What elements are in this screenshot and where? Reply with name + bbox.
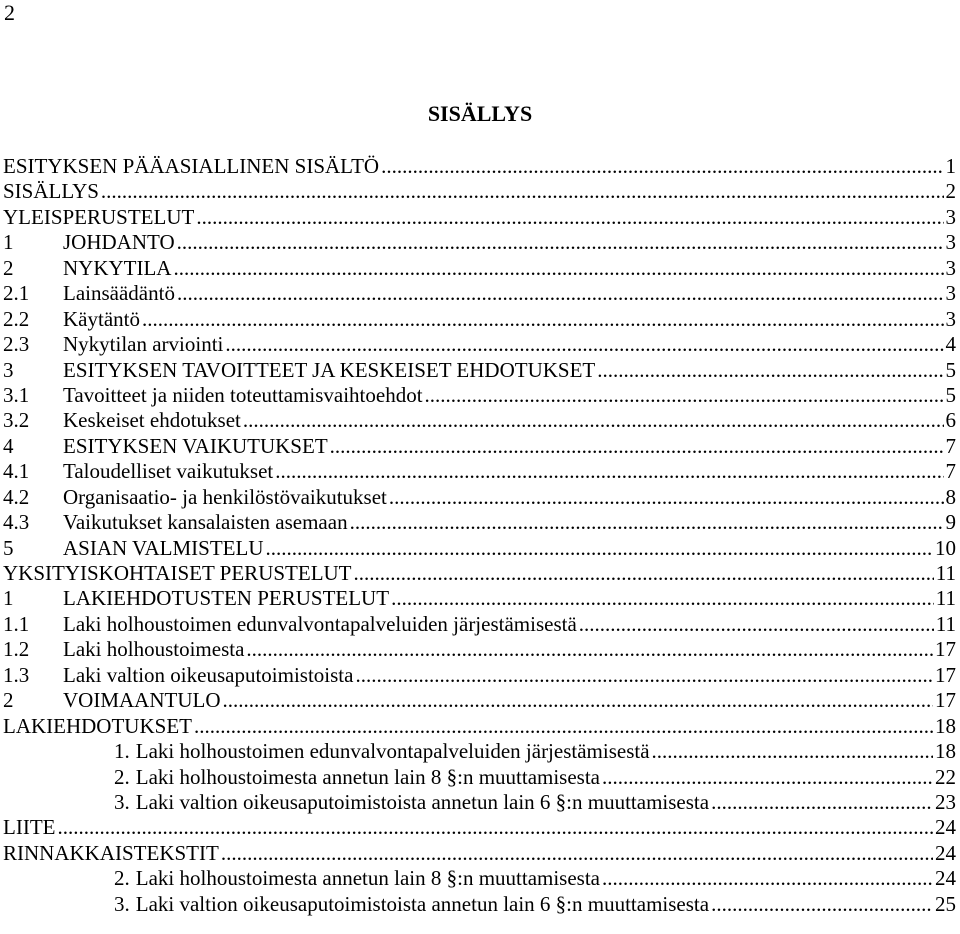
toc-entry-title: YLEISPERUSTELUT bbox=[3, 204, 195, 229]
dot-leader bbox=[196, 205, 943, 230]
toc-entry[interactable] bbox=[3, 612, 956, 637]
dot-leader bbox=[355, 663, 933, 688]
toc-entry-title: LIITE bbox=[3, 815, 56, 840]
toc-entry[interactable] bbox=[3, 866, 956, 891]
toc-entry-page: 6 bbox=[945, 408, 956, 433]
toc-entry[interactable] bbox=[3, 510, 956, 535]
dot-leader bbox=[711, 892, 933, 917]
toc-entry[interactable] bbox=[3, 536, 956, 561]
toc-entry[interactable] bbox=[3, 281, 956, 306]
dot-leader bbox=[381, 154, 943, 179]
toc-entry-page: 25 bbox=[935, 891, 956, 916]
toc-entry-title: Organisaatio- ja henkilöstövaikutukset bbox=[63, 484, 387, 509]
toc-entry-title: LAKIEHDOTUSTEN PERUSTELUT bbox=[63, 586, 390, 611]
toc-entry-number: 2. bbox=[114, 866, 130, 891]
toc-entry-title: ESITYKSEN PÄÄASIALLINEN SISÄLTÖ bbox=[3, 154, 380, 178]
toc-entry[interactable] bbox=[3, 892, 956, 917]
toc-entry-number: 1. bbox=[114, 739, 130, 764]
toc-entry[interactable] bbox=[3, 434, 956, 459]
toc-entry-number: 3.2 bbox=[3, 408, 30, 433]
toc-entry-title: Laki holhoustoimen edunvalvontapalveluiden järjestämisestä bbox=[63, 611, 577, 636]
toc-entry-title: Laki valtion oikeusaputoimistoista annetun lain 6 §:n muuttamisesta bbox=[135, 891, 710, 916]
dot-leader bbox=[425, 383, 944, 408]
toc-entry-page: 17 bbox=[935, 688, 956, 713]
toc-entry-page: 11 bbox=[935, 586, 956, 611]
toc-entry-number: 4.3 bbox=[3, 510, 30, 535]
dot-leader bbox=[350, 510, 944, 535]
toc-entry-number: 3.1 bbox=[3, 382, 30, 407]
toc-entry[interactable] bbox=[3, 408, 956, 433]
toc-entry-number: 1.2 bbox=[3, 637, 30, 662]
toc-entry-title: SISÄLLYS bbox=[3, 179, 99, 204]
toc-entry-title: NYKYTILA bbox=[63, 255, 172, 280]
dot-leader bbox=[225, 332, 943, 357]
toc-entry-title: YKSITYISKOHTAISET PERUSTELUT bbox=[3, 561, 352, 585]
toc-entry[interactable] bbox=[3, 586, 956, 611]
dot-leader bbox=[221, 841, 933, 866]
dot-leader bbox=[275, 459, 943, 484]
toc-entry-title: LAKIEHDOTUKSET bbox=[3, 713, 192, 738]
toc-entry-title: ESITYKSEN VAIKUTUKSET bbox=[63, 433, 328, 458]
toc-entry-number: 1.1 bbox=[3, 611, 30, 636]
toc-entry-page: 9 bbox=[945, 510, 956, 535]
toc-entry[interactable] bbox=[3, 230, 956, 255]
dot-leader bbox=[602, 765, 933, 790]
toc-entry-number: 4 bbox=[3, 433, 14, 458]
toc-entry-page: 24 bbox=[935, 840, 956, 865]
toc-entry[interactable] bbox=[3, 663, 956, 688]
toc-entry-number: 2 bbox=[3, 688, 14, 713]
toc-entry[interactable] bbox=[3, 256, 956, 281]
toc-entry-page: 1 bbox=[945, 154, 956, 178]
toc-entry-page: 22 bbox=[935, 764, 956, 789]
toc-entry-number: 3 bbox=[3, 357, 14, 382]
toc-entry-page: 2 bbox=[945, 179, 956, 204]
toc-entry-title: ESITYKSEN TAVOITTEET JA KESKEISET EHDOTUKSET bbox=[63, 357, 596, 382]
toc-entry[interactable] bbox=[3, 688, 956, 713]
dot-leader bbox=[246, 637, 933, 662]
toc-entry-page: 11 bbox=[935, 611, 956, 636]
toc-entry[interactable] bbox=[3, 383, 956, 408]
table-of-contents bbox=[3, 154, 956, 917]
dot-leader bbox=[354, 561, 934, 586]
toc-entry-title: Laki valtion oikeusaputoimistoista annetun lain 6 §:n muuttamisesta bbox=[135, 789, 710, 814]
toc-entry-page: 23 bbox=[935, 789, 956, 814]
toc-entry-title: Nykytilan arviointi bbox=[63, 332, 224, 357]
toc-entry[interactable] bbox=[3, 358, 956, 383]
toc-entry[interactable] bbox=[3, 841, 956, 866]
toc-entry-page: 5 bbox=[945, 357, 956, 382]
toc-entry-number: 2.3 bbox=[3, 332, 30, 357]
toc-entry-title: Laki valtion oikeusaputoimistoista bbox=[63, 662, 354, 687]
toc-entry-title: JOHDANTO bbox=[63, 230, 175, 255]
toc-entry-number: 4.1 bbox=[3, 459, 30, 484]
toc-entry[interactable] bbox=[3, 154, 956, 179]
toc-entry-title: Keskeiset ehdotukset bbox=[63, 408, 241, 433]
toc-entry-page: 7 bbox=[945, 459, 956, 484]
toc-entry-page: 24 bbox=[935, 866, 956, 891]
toc-entry-page: 3 bbox=[945, 230, 956, 255]
toc-entry[interactable] bbox=[3, 307, 956, 332]
dot-leader bbox=[142, 307, 944, 332]
toc-entry-number: 2.1 bbox=[3, 281, 30, 306]
dot-leader bbox=[391, 586, 934, 611]
toc-entry-number: 3. bbox=[114, 789, 130, 814]
dot-leader bbox=[173, 256, 943, 281]
dot-leader bbox=[243, 408, 944, 433]
toc-entry-number: 1.3 bbox=[3, 662, 30, 687]
toc-entry[interactable] bbox=[3, 485, 956, 510]
toc-entry-page: 3 bbox=[945, 306, 956, 331]
toc-entry-title: Laki holhoustoimesta annetun lain 8 §:n muuttamisesta bbox=[135, 866, 601, 891]
toc-entry[interactable] bbox=[3, 637, 956, 662]
toc-entry-page: 17 bbox=[935, 662, 956, 687]
toc-entry-page: 5 bbox=[945, 382, 956, 407]
dot-leader bbox=[57, 815, 933, 840]
dot-leader bbox=[602, 866, 933, 891]
toc-entry-page: 7 bbox=[945, 433, 956, 458]
toc-entry-number: 1 bbox=[3, 586, 14, 611]
toc-entry-title: Taloudelliset vaikutukset bbox=[63, 459, 274, 484]
toc-entry-page: 3 bbox=[945, 204, 956, 229]
toc-entry-page: 18 bbox=[935, 739, 956, 764]
toc-entry-page: 10 bbox=[935, 535, 956, 560]
toc-entry-number: 2 bbox=[3, 255, 14, 280]
toc-entry[interactable] bbox=[3, 332, 956, 357]
toc-entry-title: Lainsäädäntö bbox=[63, 281, 175, 306]
toc-entry-page: 17 bbox=[935, 637, 956, 662]
toc-entry[interactable] bbox=[3, 815, 956, 840]
toc-entry-number: 4.2 bbox=[3, 484, 30, 509]
toc-entry[interactable] bbox=[3, 790, 956, 815]
toc-entry[interactable] bbox=[3, 179, 956, 204]
dot-leader bbox=[177, 281, 944, 306]
toc-entry-page: 11 bbox=[935, 561, 956, 585]
toc-entry[interactable] bbox=[3, 714, 956, 739]
toc-entry-title: RINNAKKAISTEKSTIT bbox=[3, 840, 219, 865]
dot-leader bbox=[579, 612, 934, 637]
toc-entry-title: Laki holhoustoimen edunvalvontapalveluiden järjestämisestä bbox=[135, 739, 650, 764]
dot-leader bbox=[222, 688, 933, 713]
toc-entry-title: Laki holhoustoimesta bbox=[63, 637, 245, 662]
dot-leader bbox=[101, 179, 944, 204]
dot-leader bbox=[597, 358, 943, 383]
toc-entry[interactable] bbox=[3, 765, 956, 790]
dot-leader bbox=[652, 739, 933, 764]
toc-entry[interactable] bbox=[3, 205, 956, 230]
toc-entry-number: 2. bbox=[114, 764, 130, 789]
toc-entry-page: 4 bbox=[945, 332, 956, 357]
dot-leader bbox=[330, 434, 944, 459]
dot-leader bbox=[711, 790, 933, 815]
dot-leader bbox=[177, 230, 944, 255]
toc-entry-page: 3 bbox=[945, 255, 956, 280]
toc-entry-title: ASIAN VALMISTELU bbox=[63, 535, 264, 560]
toc-entry[interactable] bbox=[3, 459, 956, 484]
page-title: SISÄLLYS bbox=[427, 101, 533, 126]
toc-entry-page: 18 bbox=[935, 713, 956, 738]
toc-entry-title: Laki holhoustoimesta annetun lain 8 §:n muuttamisesta bbox=[135, 764, 601, 789]
dot-leader bbox=[265, 536, 933, 561]
toc-entry[interactable] bbox=[3, 739, 956, 764]
toc-entry-page: 8 bbox=[945, 484, 956, 509]
dot-leader bbox=[194, 714, 933, 739]
toc-entry-title: Tavoitteet ja niiden toteuttamisvaihtoehdot bbox=[63, 382, 423, 407]
toc-entry-number: 2.2 bbox=[3, 306, 30, 331]
toc-entry-number: 3. bbox=[114, 891, 130, 916]
toc-entry[interactable] bbox=[3, 561, 956, 586]
toc-entry-number: 1 bbox=[3, 230, 14, 255]
toc-entry-title: Vaikutukset kansalaisten asemaan bbox=[63, 510, 348, 535]
dot-leader bbox=[389, 485, 944, 510]
toc-entry-title: Käytäntö bbox=[63, 306, 140, 331]
toc-entry-page: 24 bbox=[935, 815, 956, 840]
toc-entry-page: 3 bbox=[945, 281, 956, 306]
page-number: 2 bbox=[4, 0, 15, 25]
toc-entry-number: 5 bbox=[3, 535, 14, 560]
toc-entry-title: VOIMAANTULO bbox=[63, 688, 221, 713]
